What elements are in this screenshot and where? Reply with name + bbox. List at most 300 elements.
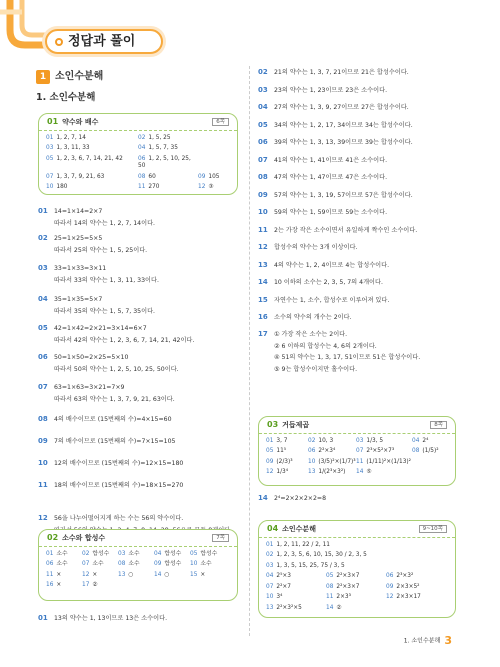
answer-cell [154, 561, 190, 568]
answer-number: 04 [138, 145, 146, 152]
question-number: 04 [38, 295, 48, 303]
question-item [38, 413, 244, 426]
answer-number: 06 [308, 448, 316, 455]
question-item [258, 328, 458, 375]
answer-number: 03 [118, 551, 126, 557]
question-item [38, 612, 238, 625]
question-text: 2⁴=2×2×2×2=8 [274, 495, 327, 502]
answer-cell [412, 469, 452, 476]
question-text: 4의 배수이므로 (15번째의 수)=4×15=60 [54, 416, 172, 423]
section-title [36, 70, 103, 84]
question-number: 07 [258, 155, 268, 164]
answer-value: 11⁵ [276, 448, 287, 455]
answer-cell [356, 448, 412, 455]
question-item [258, 154, 458, 167]
answer-value: 2³×3² [396, 573, 414, 580]
answer-value: 합성수 [164, 561, 182, 568]
answer-number: 11 [46, 571, 54, 578]
answer-cell [46, 551, 82, 558]
question-number: 04 [258, 103, 268, 111]
bullet-icon [55, 38, 63, 46]
answer-number: 05 [46, 155, 54, 162]
answer-cell [118, 572, 154, 579]
answer-box-04 [258, 520, 456, 618]
question-text: 33=1×33=3×11 [54, 265, 107, 272]
answer-cell [118, 582, 154, 589]
answer-number: 09 [198, 173, 206, 180]
question-text: 56을 나누어떨어지게 하는 수는 56의 약수이다. [54, 515, 184, 522]
answer-number: 15 [190, 571, 198, 578]
answer-box-02 [38, 529, 238, 601]
answer-cell [138, 156, 198, 170]
answer-cell [198, 156, 238, 170]
answer-value: 3⁴ [276, 594, 283, 601]
answer-number: 13 [266, 604, 274, 611]
answer-number: 07 [266, 583, 274, 590]
answer-cell [138, 184, 198, 191]
answer-value: 2×3³ [336, 594, 351, 601]
question-text: 합성수의 약수는 3개 이상이다. [274, 244, 358, 251]
answer-cell [386, 573, 446, 580]
question-number: 03 [258, 85, 268, 94]
box-page: 9~10쪽 [419, 525, 447, 534]
answer-cell [46, 184, 138, 191]
answer-cell [46, 582, 82, 589]
question-text-line2: 따라서 63의 약수는 1, 3, 7, 9, 21, 63이다. [54, 395, 175, 403]
answer-number: 03 [266, 562, 274, 569]
answer-value: 2²×3×7 [336, 583, 360, 590]
answer-cell [356, 438, 412, 445]
answer-value: 합성수 [164, 551, 182, 557]
page-number: 3 [444, 634, 452, 647]
answer-value: 270 [148, 183, 160, 190]
box-number: 03 [267, 420, 279, 429]
box-page: 6쪽 [212, 118, 229, 127]
answer-cell [198, 184, 238, 191]
answer-number: 11 [138, 183, 146, 190]
question-number: 15 [258, 295, 268, 304]
question-number: 07 [38, 383, 48, 391]
question-item [38, 457, 244, 470]
question-item [38, 322, 244, 346]
box-title: 소인수분해 [282, 524, 316, 533]
question-number: 08 [258, 173, 268, 181]
question-item [258, 84, 458, 97]
question-text: 2는 가장 작은 소수이면서 유일하게 짝수인 소수이다. [274, 226, 418, 234]
question-text-line2: 따라서 35의 약수는 1, 5, 7, 35이다. [54, 307, 156, 315]
answer-number: 11 [326, 594, 334, 601]
question-number: 16 [258, 313, 268, 321]
question-item [38, 232, 244, 256]
question-text: 소수의 약수의 개수는 2이다. [274, 314, 352, 321]
question-number: 03 [38, 264, 48, 272]
answer-cell [308, 469, 356, 476]
answer-value: (1/5)² [422, 448, 439, 455]
answer-box-03 [258, 416, 456, 486]
answer-number: 01 [46, 135, 54, 141]
answer-cell [266, 605, 326, 612]
question-text: 25=1×25=5×5 [54, 235, 103, 242]
answer-number: 12 [82, 571, 90, 578]
question-text: 4의 약수는 1, 2, 4이므로 4는 합성수이다. [274, 261, 390, 269]
answer-cell [266, 469, 308, 476]
answer-value: 소수 [128, 551, 140, 557]
answer-value: 소수 [128, 561, 140, 568]
answer-value: 2²×3²×5 [276, 604, 302, 611]
answer-cell [198, 174, 238, 181]
question-text: 57의 약수는 1, 3, 19, 57이므로 57은 합성수이다. [274, 191, 413, 199]
answer-cell [190, 561, 226, 568]
question-number: 09 [258, 190, 268, 199]
question-text-line2: 따라서 50의 약수는 1, 2, 5, 10, 25, 50이다. [54, 365, 179, 373]
answer-value: 1, 2, 3, 6, 7, 14, 21, 42 [56, 155, 123, 162]
answer-number: 10 [266, 594, 274, 601]
answer-cell [118, 561, 154, 568]
answer-number: 05 [190, 551, 198, 557]
answer-value: × [56, 582, 62, 589]
answer-value: (1/11)²×(1/13)² [366, 458, 411, 465]
answer-number: 13 [308, 469, 316, 476]
answer-cell [308, 448, 356, 455]
answer-cell [154, 551, 190, 558]
question-number: 12 [258, 243, 268, 251]
answer-cell [326, 573, 386, 580]
answer-cell [82, 561, 118, 568]
question-item [258, 189, 458, 202]
box-number: 01 [47, 117, 59, 126]
box-page: 7쪽 [212, 534, 229, 543]
answer-value: 2×3×17 [396, 594, 421, 601]
question-number: 01 [38, 614, 48, 622]
answer-cell [266, 438, 308, 445]
question-item [38, 262, 244, 286]
answer-cell [266, 552, 446, 559]
question-text: 50=1×50=2×25=5×10 [54, 354, 129, 361]
answer-number: 03 [356, 438, 364, 444]
question-item [258, 492, 458, 505]
question-number: 11 [38, 481, 48, 489]
answer-number: 07 [356, 448, 364, 455]
question-text: ④ 51의 약수는 1, 3, 17, 51이므로 51은 합성수이다. [274, 354, 421, 362]
answer-value: 1/3, 5 [366, 438, 384, 444]
question-item [258, 136, 458, 149]
question-text: 7의 배수이므로 (15번째의 수)=7×15=105 [54, 438, 176, 445]
answer-value: × [92, 571, 98, 578]
question-text: 59의 약수는 1, 59이므로 59는 소수이다. [274, 209, 388, 216]
answer-value: 소수 [200, 561, 212, 568]
answer-number: 01 [46, 551, 54, 557]
question-item [258, 276, 458, 289]
box-title: 약수와 배수 [62, 117, 99, 126]
answer-number: 16 [46, 582, 54, 589]
answer-number: 02 [266, 552, 274, 559]
answer-value: 소수 [56, 551, 68, 557]
answer-number: 09 [154, 561, 162, 568]
question-number: 11 [258, 225, 268, 234]
answer-value: 10, 3 [318, 438, 334, 444]
question-item [258, 241, 458, 254]
answer-value: 2³×5²×7³ [366, 448, 395, 455]
page-header [45, 29, 163, 54]
answer-number: 04 [154, 551, 162, 557]
question-number: 06 [38, 353, 48, 361]
question-text: ① 가장 작은 소수는 2이다. [274, 331, 348, 338]
answer-number: 10 [46, 183, 54, 190]
answer-value: 1, 5, 7, 35 [148, 145, 178, 152]
answer-value: 1, 5, 25 [148, 135, 171, 141]
answer-value: 180 [56, 183, 68, 190]
question-text: 35=1×35=5×7 [54, 296, 103, 303]
answer-cell [154, 572, 190, 579]
answer-cell [386, 605, 446, 612]
answer-cell [266, 459, 308, 466]
answer-value: ○ [164, 571, 170, 578]
answer-number: 11 [356, 458, 364, 465]
answer-cell [266, 563, 446, 570]
question-item [258, 206, 458, 219]
question-text-line2: 따라서 33의 약수는 1, 3, 11, 33이다. [54, 276, 159, 284]
answer-value: × [200, 571, 206, 578]
question-text: 14=1×14=2×7 [54, 208, 103, 215]
answer-value: 3, 7 [276, 438, 288, 444]
question-number: 14 [258, 278, 268, 286]
answer-number: 02 [308, 438, 316, 444]
answer-cell [46, 156, 138, 170]
answer-value: 1, 3, 5, 15, 25, 75 / 3, 5 [276, 562, 345, 569]
box-page: 8쪽 [430, 421, 447, 430]
answer-cell [386, 594, 446, 601]
question-text: 63=1×63=3×21=7×9 [54, 384, 125, 391]
question-text: 41의 약수는 1, 41이므로 41은 소수이다. [274, 156, 388, 164]
question-number: 09 [38, 437, 48, 445]
page-footer [404, 634, 452, 648]
answer-value: 2⁵×3 [276, 573, 291, 580]
question-item [258, 294, 458, 307]
answer-cell [138, 174, 198, 181]
answer-cell [386, 584, 446, 591]
subsection-title: 1. 소인수분해 [36, 92, 96, 103]
answer-value: 1/3⁴ [276, 469, 289, 476]
question-item [38, 205, 244, 229]
question-number: 10 [38, 459, 48, 467]
answer-value: 소수 [56, 561, 68, 568]
answer-value: 1, 2, 5, 10, 25, 50 [138, 155, 191, 170]
box-title: 거듭제곱 [282, 420, 310, 429]
answer-value: 2²×3×7 [336, 573, 360, 580]
answer-number: 12 [266, 469, 274, 476]
answer-value: ○ [128, 571, 134, 578]
page-title: 정답과 풀이 [68, 34, 136, 49]
question-item [38, 479, 244, 492]
question-text: 21의 약수는 1, 3, 7, 21이므로 21은 합성수이다. [274, 69, 409, 76]
answer-number: 05 [326, 573, 334, 580]
question-item [258, 101, 458, 114]
answer-value: 합성수 [200, 551, 218, 557]
question-number: 10 [258, 208, 268, 216]
question-number: 02 [38, 234, 48, 242]
answer-cell [154, 582, 190, 589]
question-number: 05 [38, 324, 48, 332]
answer-box-01 [38, 113, 238, 195]
question-item [258, 311, 458, 324]
answer-value: 소수 [92, 561, 104, 568]
answer-cell [266, 448, 308, 455]
question-item [38, 381, 244, 405]
answer-cell [326, 594, 386, 601]
question-number: 06 [258, 138, 268, 146]
question-text: 34의 약수는 1, 2, 17, 34이므로 34는 합성수이다. [274, 121, 413, 129]
answer-cell [412, 448, 452, 455]
answer-value: 1, 3, 7, 9, 21, 63 [56, 173, 105, 180]
answer-cell [266, 573, 326, 580]
footer-label: 1. 소인수분해 [403, 637, 441, 645]
column-divider [249, 66, 250, 636]
question-item [258, 119, 458, 132]
answer-cell [266, 594, 326, 601]
box-title: 소수와 합성수 [62, 533, 106, 542]
answer-number: 13 [118, 571, 126, 578]
box-number: 04 [267, 524, 279, 533]
answer-cell [266, 584, 326, 591]
answer-number: 08 [326, 583, 334, 590]
question-number: 05 [258, 120, 268, 129]
answer-cell [138, 135, 198, 142]
box-number: 02 [47, 533, 59, 542]
answer-value: 1, 2, 7, 14 [56, 135, 86, 141]
question-text: 자연수는 1, 소수, 합성수로 이루어져 있다. [274, 296, 390, 304]
answer-number: 08 [118, 561, 126, 568]
question-text: ⑤ 9는 합성수이지만 홀수이다. [274, 365, 358, 373]
question-item [38, 351, 244, 375]
answer-value: 1, 2, 3, 5, 6, 10, 15, 30 / 2, 3, 5 [276, 552, 367, 559]
answer-number: 14 [154, 571, 162, 578]
answer-number: 12 [198, 183, 206, 190]
answer-number: 17 [82, 582, 90, 589]
section-label: 소인수분해 [55, 71, 104, 82]
question-text: 18의 배수이므로 (15번째의 수)=18×15=270 [54, 482, 184, 489]
question-item [38, 435, 244, 448]
answer-cell [412, 459, 452, 466]
question-text: 42=1×42=2×21=3×14=6×7 [54, 325, 147, 332]
answer-value: 2⁴ [422, 438, 429, 444]
answer-cell [326, 605, 386, 612]
answer-number: 06 [386, 573, 394, 580]
answer-number: 06 [138, 155, 146, 162]
answer-cell [190, 572, 226, 579]
answer-cell [46, 135, 138, 142]
question-text: 23의 약수는 1, 23이므로 23은 소수이다. [274, 86, 388, 94]
question-text: ② 6 이하의 합성수는 4, 6의 2개이다. [274, 342, 377, 350]
question-text: 27의 약수는 1, 3, 9, 27이므로 27은 합성수이다. [274, 104, 409, 111]
answer-number: 09 [266, 458, 274, 465]
answer-number: 01 [266, 438, 274, 444]
answer-value: ③ [208, 183, 214, 190]
question-text: 10 이하의 소수는 2, 3, 5, 7의 4개이다. [274, 279, 383, 286]
question-item [258, 224, 458, 237]
answer-cell [266, 542, 446, 549]
answer-value: 105 [208, 173, 220, 180]
answer-cell [190, 582, 226, 589]
answer-number: 07 [82, 561, 90, 568]
answer-cell [308, 459, 356, 466]
answer-value: 2×3×5² [396, 583, 420, 590]
answer-cell [308, 438, 356, 445]
question-text-line2: 따라서 25의 약수는 1, 5, 25이다. [54, 246, 148, 254]
question-item [258, 66, 458, 79]
answer-number: 08 [138, 173, 146, 180]
answer-cell [82, 551, 118, 558]
answer-value: 60 [148, 173, 156, 180]
question-text-line2: 따라서 14의 약수는 1, 2, 7, 14이다. [54, 219, 156, 227]
question-text-line2: 따라서 42의 약수는 1, 2, 3, 6, 7, 14, 21, 42이다. [54, 336, 195, 344]
question-number: 12 [38, 514, 48, 522]
answer-number: 04 [266, 573, 274, 580]
question-number: 02 [258, 68, 268, 76]
question-text: 47의 약수는 1, 47이므로 47은 소수이다. [274, 174, 388, 181]
answer-value: (2/3)³ [276, 458, 293, 465]
answer-value: 2²×3⁴ [318, 448, 336, 455]
answer-number: 12 [386, 594, 394, 601]
answer-cell [356, 459, 412, 466]
answer-number: 06 [46, 561, 54, 568]
answer-cell [190, 551, 226, 558]
question-item [258, 259, 458, 272]
answer-cell [198, 145, 238, 152]
answer-value: 2²×7 [276, 583, 291, 590]
answer-number: 08 [412, 448, 420, 455]
answer-value: × [56, 571, 62, 578]
answer-value: 1, 2, 11, 22 / 2, 11 [276, 542, 330, 548]
answer-number: 05 [266, 448, 274, 455]
answer-value: ② [336, 604, 342, 611]
answer-cell [356, 469, 412, 476]
answer-number: 10 [308, 458, 316, 465]
answer-number: 02 [82, 551, 90, 557]
answer-cell [118, 551, 154, 558]
answer-number: 04 [412, 438, 420, 444]
answer-number: 09 [386, 583, 394, 590]
answer-value: 합성수 [92, 551, 110, 557]
question-text: 12의 배수이므로 (15번째의 수)=12×15=180 [54, 460, 184, 467]
answer-number: 14 [326, 604, 334, 611]
answer-number: 02 [138, 135, 146, 141]
question-number: 14 [258, 494, 268, 502]
answer-number: 14 [356, 469, 364, 476]
section-number: 1 [36, 70, 50, 84]
question-number: 01 [38, 207, 48, 215]
answer-cell [326, 584, 386, 591]
question-text: 13의 약수는 1, 13이므로 13은 소수이다. [54, 615, 168, 622]
answer-value: 1/(2³×3²) [318, 469, 346, 476]
question-number: 17 [258, 330, 268, 338]
answer-cell [46, 572, 82, 579]
answer-cell [138, 145, 198, 152]
answer-cell [82, 582, 118, 589]
answer-cell [46, 561, 82, 568]
answer-value: ⑤ [366, 469, 372, 476]
answer-cell [412, 438, 452, 445]
answer-cell [82, 572, 118, 579]
answer-number: 03 [46, 145, 54, 152]
answer-number: 10 [190, 561, 198, 568]
question-item [38, 293, 244, 317]
answer-cell [198, 135, 238, 142]
answer-value: ② [92, 582, 98, 589]
answer-cell [46, 145, 138, 152]
answer-number: 01 [266, 542, 274, 548]
question-number: 08 [38, 415, 48, 423]
answer-value: 1, 3, 11, 33 [56, 145, 90, 152]
